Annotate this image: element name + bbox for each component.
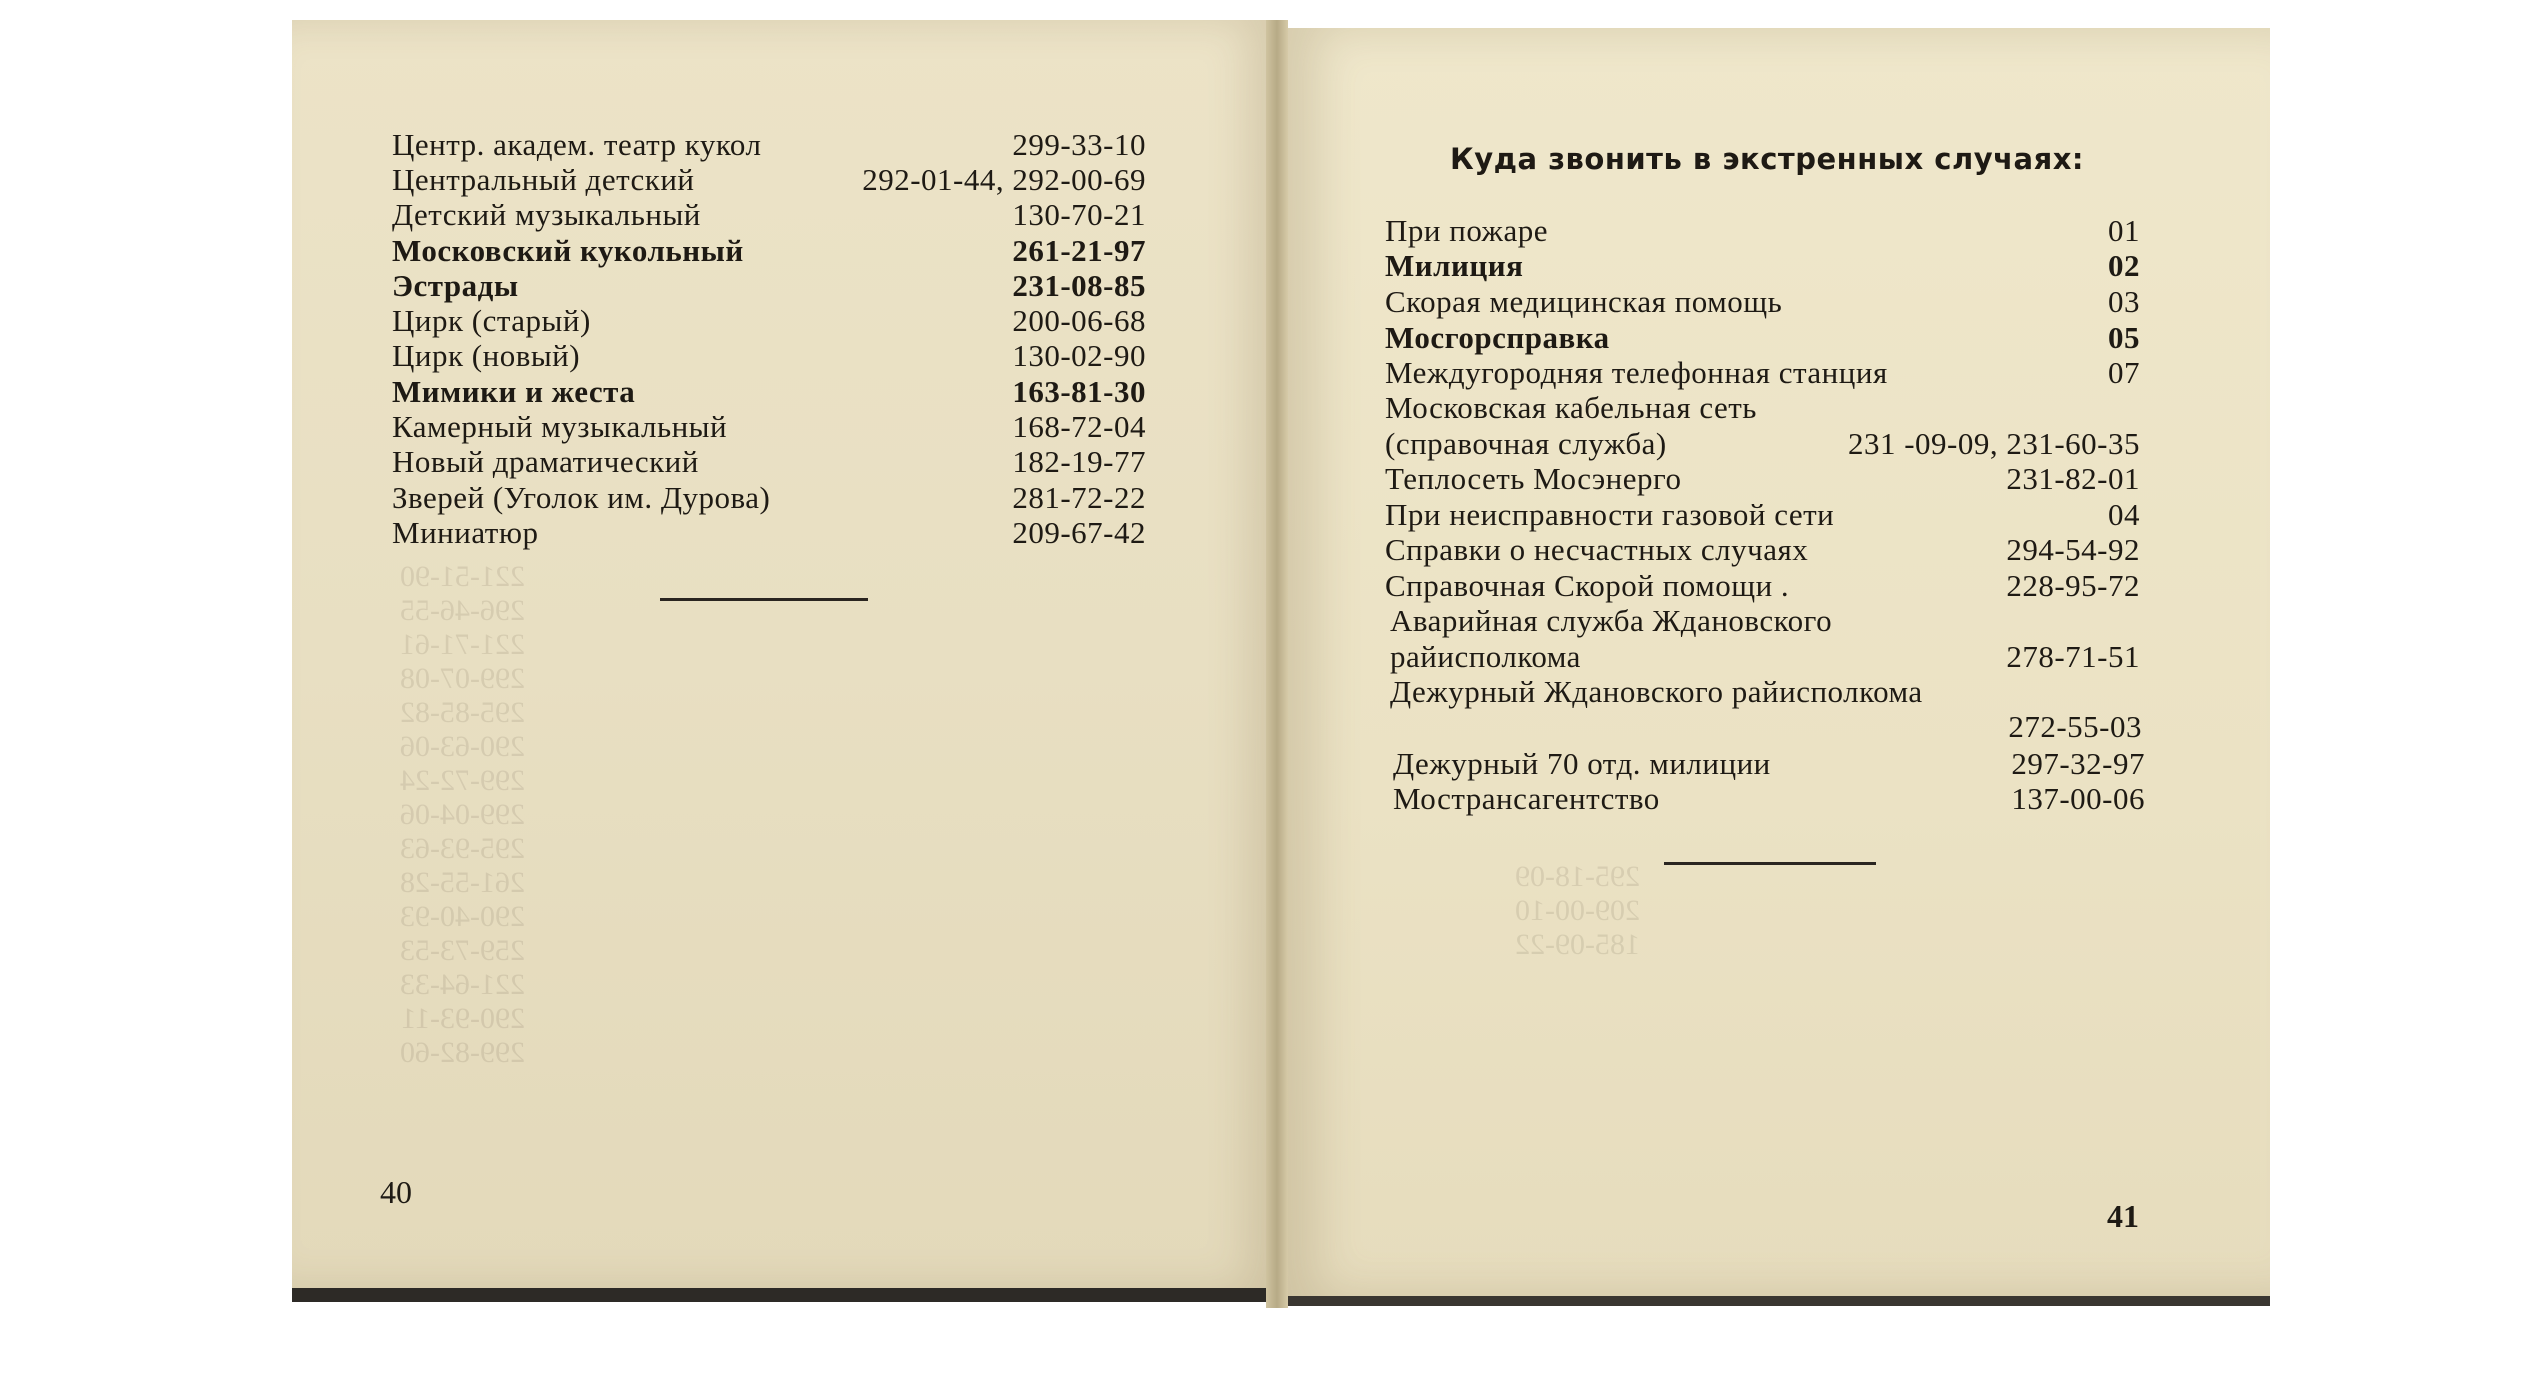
- entry-name: При неисправности газовой сети: [1385, 497, 1835, 532]
- entry-phone: 168-72-04: [1012, 409, 1146, 444]
- entry-phone: 163-81-30: [1012, 374, 1146, 409]
- emergency-entry: [1385, 248, 2140, 284]
- theater-entry: [392, 127, 1146, 163]
- entry-phone: 137-00-06: [2011, 781, 2145, 816]
- emergency-entry: [1385, 461, 2140, 497]
- entry-phone: 03: [2108, 284, 2140, 319]
- emergency-entry: [1393, 781, 2145, 817]
- entry-phone: 182-19-77: [1012, 444, 1146, 479]
- page-number-right: 41: [2107, 1198, 2139, 1234]
- emergency-entry: [1385, 284, 2140, 320]
- entry-name: Детский музыкальный: [392, 197, 701, 232]
- entry-phone: 272-55-03: [2008, 709, 2142, 744]
- entry-name: (справочная служба): [1385, 426, 1667, 461]
- theater-entry: [392, 409, 1146, 445]
- emergency-entry: [1385, 390, 2140, 426]
- entry-name: Цирк (старый): [392, 303, 591, 338]
- entry-phone: 261-21-97: [1012, 233, 1146, 268]
- theater-entry: [392, 197, 1146, 233]
- entry-name: При пожаре: [1385, 213, 1548, 248]
- emergency-entry: [1385, 355, 2140, 391]
- book-spine: [1266, 20, 1288, 1308]
- entry-phone: 231-82-01: [2006, 461, 2140, 496]
- entry-name: Цирк (новый): [392, 338, 581, 373]
- entry-phone: 04: [2108, 497, 2140, 532]
- entry-name: Справочная Скорой помощи .: [1385, 568, 1790, 603]
- emergency-entry: [1385, 213, 2140, 249]
- theater-entry: [392, 374, 1146, 410]
- entry-name: Миниатюр: [392, 515, 539, 550]
- theater-entry: [392, 444, 1146, 480]
- entry-phone: 231-08-85: [1012, 268, 1146, 303]
- theater-entry: [392, 268, 1146, 304]
- entry-phone: 294-54-92: [2006, 532, 2140, 567]
- entry-phone: 05: [2108, 320, 2140, 355]
- theater-entry: [392, 303, 1146, 339]
- entry-name: Эстрады: [392, 268, 519, 303]
- page-number-left: 40: [380, 1174, 412, 1210]
- entry-name: Зверей (Уголок им. Дурова): [392, 480, 771, 515]
- emergency-entry: [1390, 603, 2140, 639]
- entry-phone: 231 -09-09, 231-60-35: [1847, 426, 2140, 461]
- entry-name: Мосгорсправка: [1385, 320, 1610, 355]
- entry-phone: 209-67-42: [1012, 515, 1146, 550]
- entry-name: Междугородняя телефонная станция: [1385, 355, 1888, 390]
- entry-name: Дежурный 70 отд. милиции: [1393, 746, 1771, 781]
- emergency-entry: [1385, 320, 2140, 356]
- emergency-heading: Куда звонить в экстренных случаях:: [1450, 142, 2085, 176]
- entry-name: Камерный музыкальный: [392, 409, 728, 444]
- entry-name: Мимики и жеста: [392, 374, 636, 409]
- entry-phone: 278-71-51: [2006, 639, 2140, 674]
- theater-entry: [392, 233, 1146, 269]
- emergency-entry: [1385, 426, 2140, 462]
- entry-phone: 281-72-22: [1012, 480, 1146, 515]
- entry-name: Московский кукольный: [392, 233, 744, 268]
- entry-name: Центр. академ. театр кукол: [392, 127, 762, 162]
- entry-name: Скорая медицинская помощь: [1385, 284, 1783, 319]
- theater-entry: [392, 515, 1146, 551]
- entry-phone: 130-02-90: [1012, 338, 1146, 373]
- theater-entry: [392, 162, 1146, 198]
- emergency-entry: [1393, 746, 2145, 782]
- emergency-entry: [1385, 497, 2140, 533]
- entry-name: Аварийная служба Ждановского: [1390, 603, 1833, 638]
- section-divider: [660, 598, 868, 601]
- emergency-entry: [1390, 709, 2142, 745]
- show-through-text: 221-51-90 296-46-55 221-71-61 299-07-08 295-85-82 290-63-06 299-72-24 299-04-06 295-93-63 261-55-28 290-40-93 259-73-53 221-64-33 290-93-11 299-82-60: [400, 560, 525, 1069]
- entry-name: Теплосеть Мосэнерго: [1385, 461, 1682, 496]
- entry-phone: 130-70-21: [1012, 197, 1146, 232]
- emergency-entry: [1390, 639, 2140, 675]
- entry-phone: 200-06-68: [1012, 303, 1146, 338]
- theater-entry: [392, 338, 1146, 374]
- entry-name: Дежурный Ждановского райисполкома: [1390, 674, 1923, 709]
- entry-name: Центральный детский: [392, 162, 695, 197]
- entry-name: Справки о несчастных случаях: [1385, 532, 1809, 567]
- entry-name: Милиция: [1385, 248, 1524, 283]
- entry-phone: 299-33-10: [1012, 127, 1146, 162]
- entry-phone: 01: [2108, 213, 2140, 248]
- entry-phone: 297-32-97: [2011, 746, 2145, 781]
- entry-phone: 228-95-72: [2006, 568, 2140, 603]
- entry-name: Московская кабельная сеть: [1385, 390, 1757, 425]
- section-divider: [1664, 862, 1876, 865]
- emergency-entry: [1385, 532, 2140, 568]
- emergency-entry: [1390, 674, 2140, 710]
- entry-name: Новый драматический: [392, 444, 699, 479]
- show-through-text-right: 295-18-09 209-00-10 185-09-22: [1515, 860, 1640, 961]
- entry-name: Мострансагентство: [1393, 781, 1660, 816]
- emergency-entry: [1385, 568, 2140, 604]
- entry-phone: 02: [2108, 248, 2140, 283]
- entry-phone: 292-01-44, 292-00-69: [862, 162, 1146, 197]
- entry-name: райисполкома: [1390, 639, 1581, 674]
- entry-phone: 07: [2108, 355, 2140, 390]
- theater-entry: [392, 480, 1146, 516]
